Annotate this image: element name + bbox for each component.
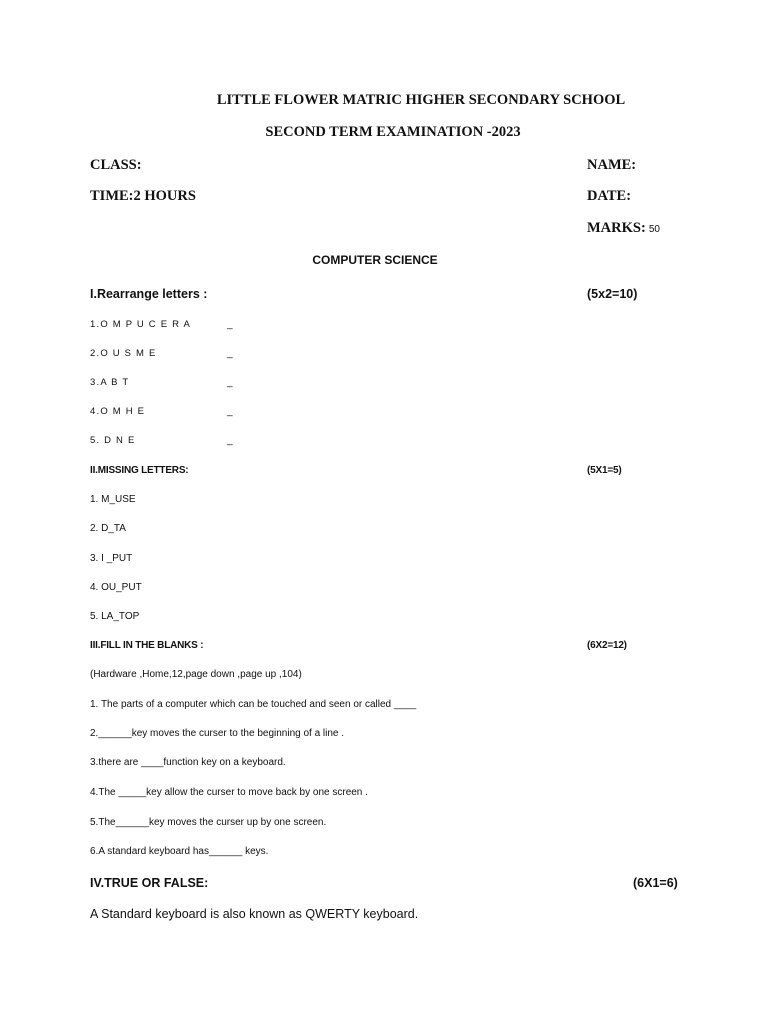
section3-title: III.FILL IN THE BLANKS : [90,640,204,651]
section2-item: 3. I _PUT [90,553,133,564]
time-label: TIME:2 HOURS [90,188,196,204]
section3-marks: (6X2=12) [587,640,627,651]
exam-title: SECOND TERM EXAMINATION -2023 [265,124,521,140]
section1-item: 4.O M H E [90,406,146,417]
section4-item: A Standard keyboard is also known as QWERTY keyboard. [90,907,419,921]
name-label: NAME: [587,157,637,173]
section1-title: I.Rearrange letters : [90,287,208,301]
section2-item: 4. OU_PUT [90,582,142,593]
section1-item: 2.O U S M E [90,348,157,359]
section1-marks: (5x2=10) [587,287,638,301]
section2-title: II.MISSING LETTERS: [90,465,189,476]
date-label: DATE: [587,188,632,204]
marks-label: MARKS: [587,220,646,236]
answer-blank: _ [227,435,233,446]
section1-item: 1.O M P U C E R A [90,319,191,330]
section4-title: IV.TRUE OR FALSE: [90,876,209,890]
section3-item: 6.A standard keyboard has______ keys. [90,846,269,857]
section1-item: 5. D N E [90,435,136,446]
section4-marks: (6X1=6) [633,876,678,890]
section2-marks: (5X1=5) [587,465,622,476]
subject-title: COMPUTER SCIENCE [312,253,438,267]
section3-item: 5.The______key moves the curser up by one screen. [90,817,327,828]
section2-item: 5. LA_TOP [90,611,140,622]
answer-blank: _ [227,377,233,388]
section2-item: 1. M_USE [90,494,136,505]
section1-item: 3.A B T [90,377,130,388]
class-label: CLASS: [90,157,142,173]
section3-item: 3.there are ____function key on a keyboard. [90,757,286,768]
section3-item: 1. The parts of a computer which can be touched and seen or called ____ [90,699,417,710]
answer-blank: _ [227,319,233,330]
answer-blank: _ [227,348,233,359]
school-name: LITTLE FLOWER MATRIC HIGHER SECONDARY SCHOOL [216,92,626,108]
marks-value: 50 [648,224,660,235]
section3-item: 2.______key moves the curser to the beginning of a line . [90,728,345,739]
answer-blank: _ [227,406,233,417]
section3-item: 4.The _____key allow the curser to move back by one screen . [90,787,368,798]
section2-item: 2. D_TA [90,523,126,534]
section3-options: (Hardware ,Home,12,page down ,page up ,104) [90,669,302,680]
marks-row [587,220,660,237]
